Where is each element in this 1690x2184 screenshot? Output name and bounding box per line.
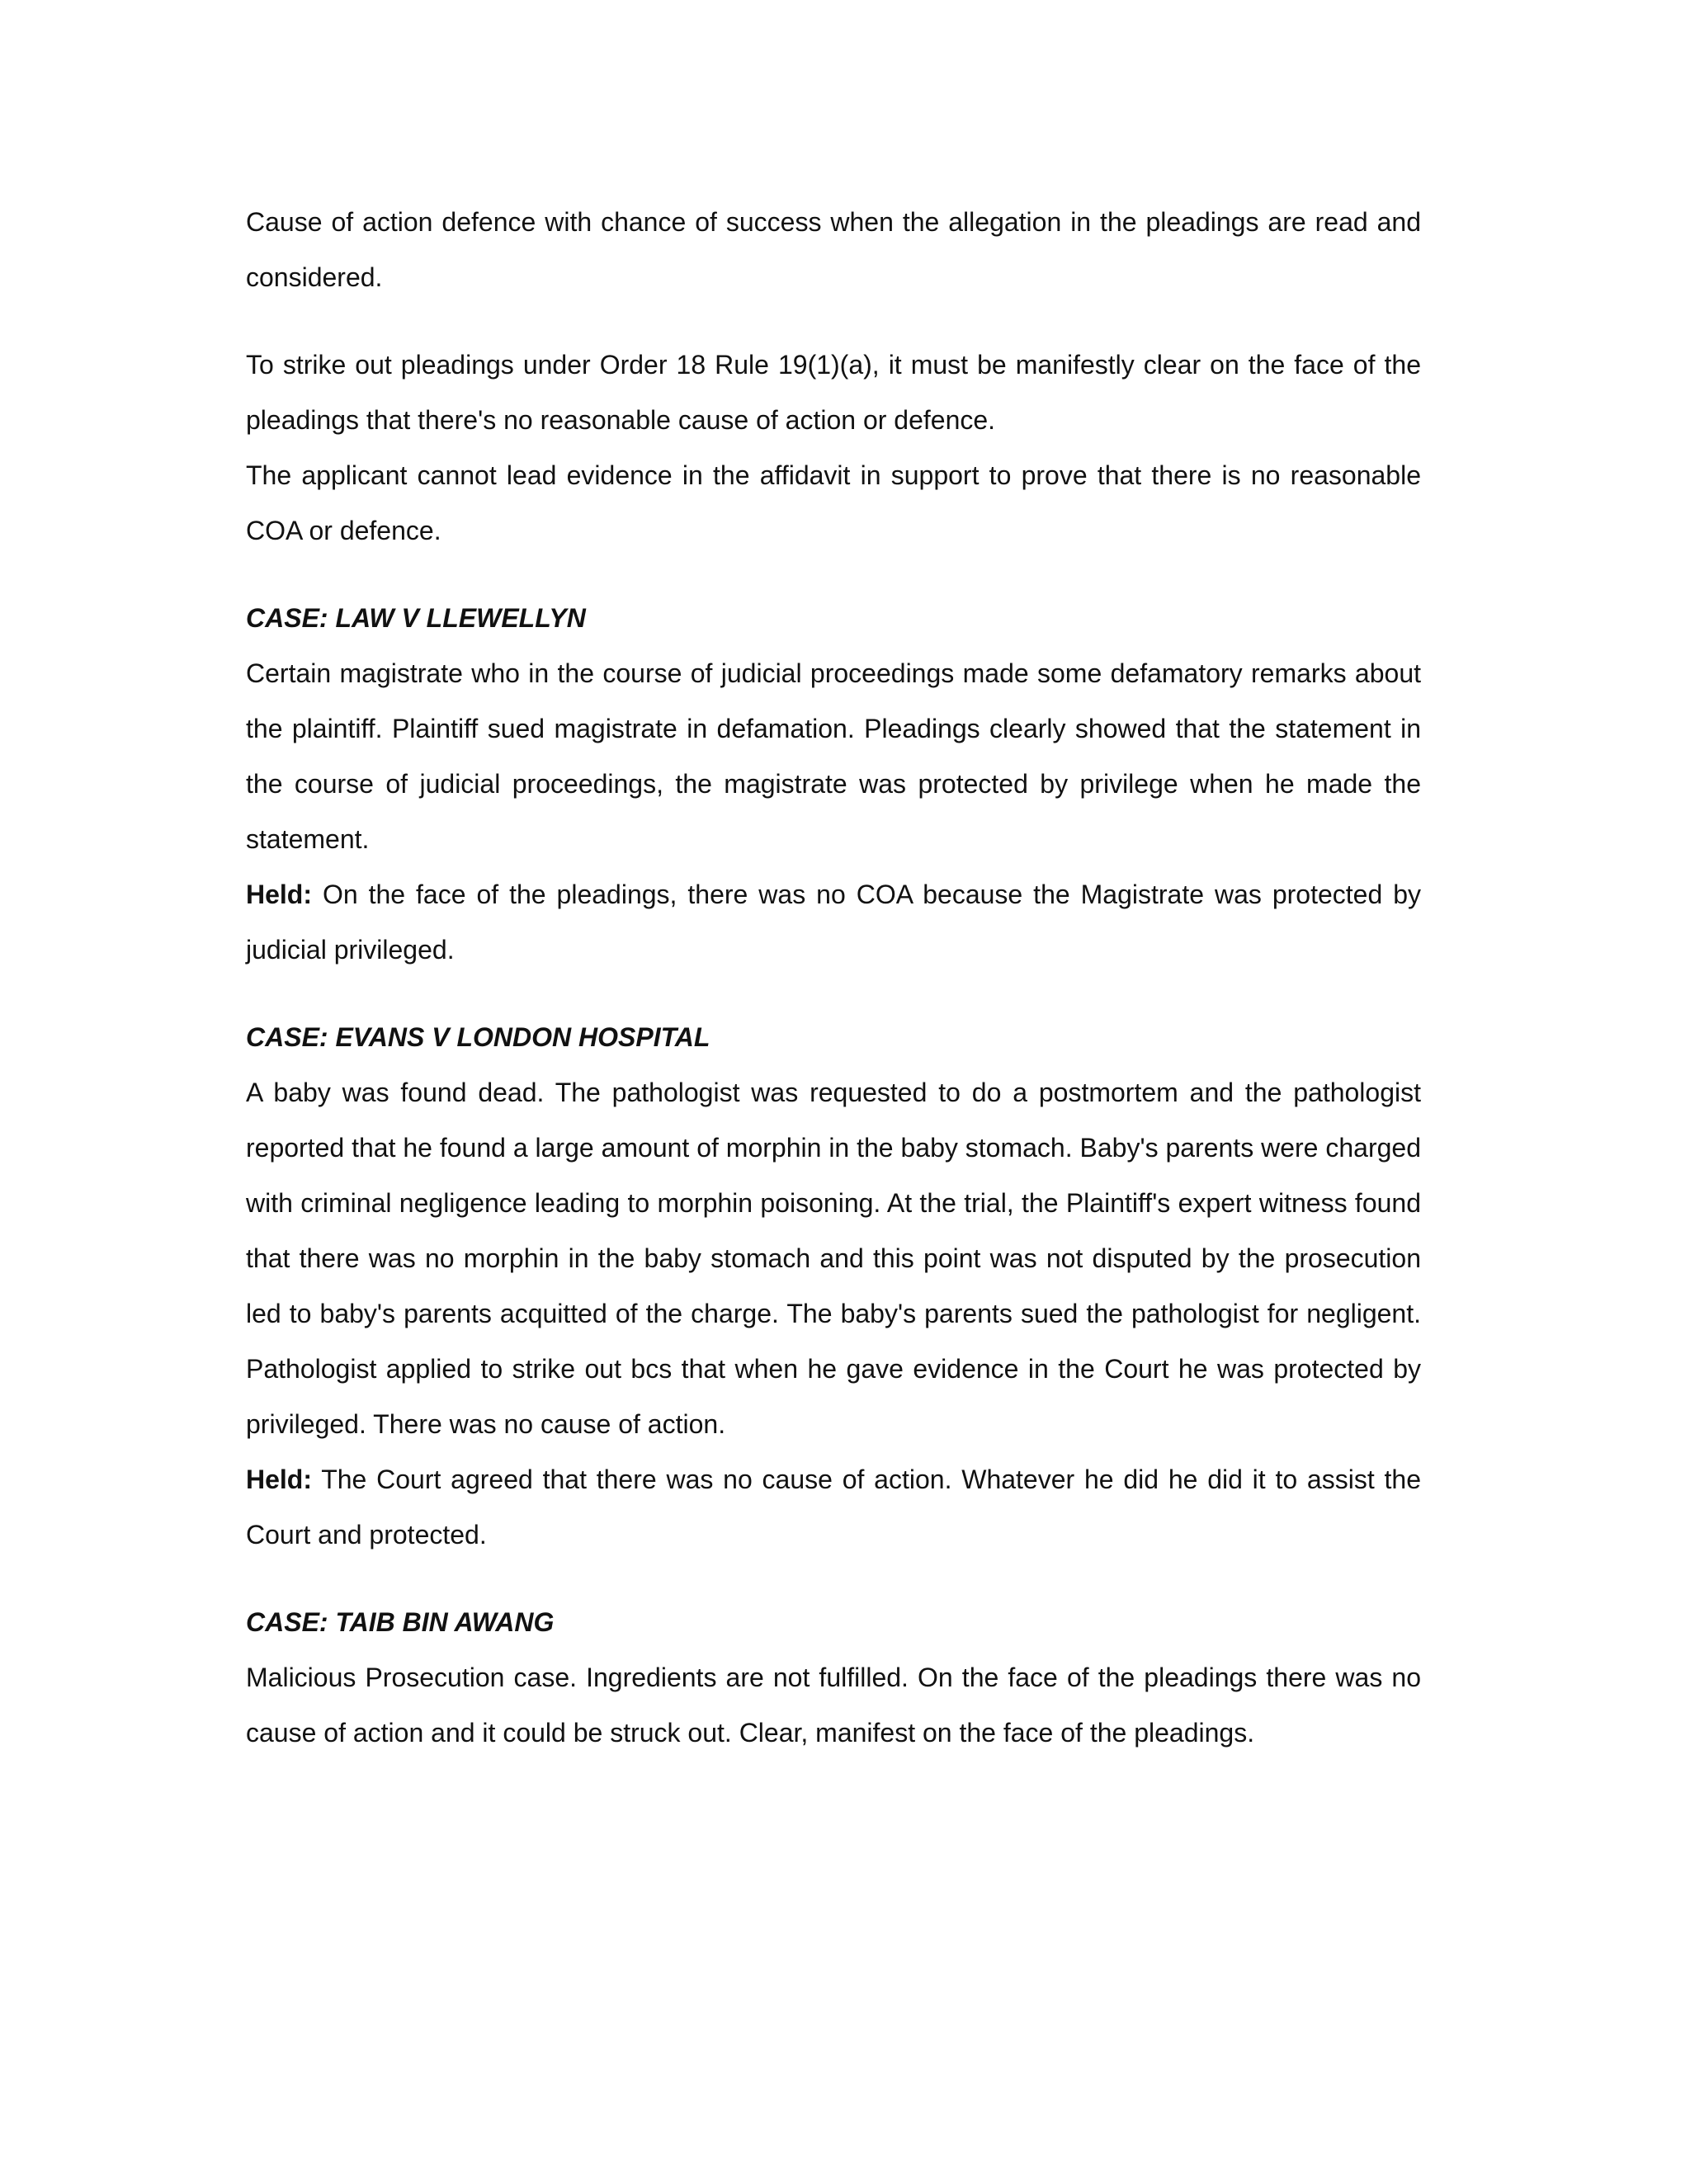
case-held-evans-v-london-hospital bbox=[246, 1452, 1421, 1563]
held-label: Held: bbox=[246, 880, 312, 909]
case-facts-evans-v-london-hospital: A baby was found dead. The pathologist was requested to do a postmortem and the pathologist reported that he found a large amount of morphin in the baby stomach. Baby's parents were charged with criminal negligence leading to morphin poisoning. At the trial, the Plaintiff's expert witness found that there was no morphin in the baby stomach and this point was not disputed by the prosecution led to baby's parents acquitted of the charge. The baby's parents sued the pathologist for negligent. Pathologist applied to strike out bcs that when he gave evidence in the Court he was protected by privileged. There was no cause of action. bbox=[246, 1078, 1421, 1439]
spacer bbox=[246, 305, 1421, 337]
case-facts-taib-bin-awang: Malicious Prosecution case. Ingredients are not fulfilled. On the face of the pleadings there was no cause of action and it could be struck out. Clear, manifest on the face of the pleadings. bbox=[246, 1663, 1421, 1748]
case-title-taib-bin-awang: CASE: TAIB BIN AWANG bbox=[246, 1607, 555, 1637]
spacer bbox=[246, 559, 1421, 591]
case-title-evans-v-london-hospital: CASE: EVANS V LONDON HOSPITAL bbox=[246, 1022, 710, 1052]
case-title-law-v-llewellyn: CASE: LAW V LLEWELLYN bbox=[246, 603, 586, 633]
held-text: The Court agreed that there was no cause of action. Whatever he did he did it to assist the Court and protected. bbox=[246, 1465, 1421, 1550]
held-label: Held: bbox=[246, 1465, 312, 1494]
held-text: On the face of the pleadings, there was no COA because the Magistrate was protected by judicial privileged. bbox=[246, 880, 1421, 965]
document-page bbox=[246, 195, 1421, 1761]
intro-paragraph-2: To strike out pleadings under Order 18 Rule 19(1)(a), it must be manifestly clear on the face of the pleadings that there's no reasonable cause of action or defence. bbox=[246, 350, 1421, 435]
spacer bbox=[246, 1563, 1421, 1595]
case-held-law-v-llewellyn bbox=[246, 867, 1421, 978]
case-facts-law-v-llewellyn: Certain magistrate who in the course of judicial proceedings made some defamatory remarks about the plaintiff. Plaintiff sued magistrate in defamation. Pleadings clearly showed that the statement in the course of judicial proceedings, the magistrate was protected by privilege when he made the statement. bbox=[246, 658, 1421, 854]
intro-paragraph-3: The applicant cannot lead evidence in the affidavit in support to prove that there is no reasonable COA or defence. bbox=[246, 460, 1421, 545]
intro-paragraph-1: Cause of action defence with chance of success when the allegation in the pleadings are read and considered. bbox=[246, 207, 1421, 292]
spacer bbox=[246, 978, 1421, 1010]
